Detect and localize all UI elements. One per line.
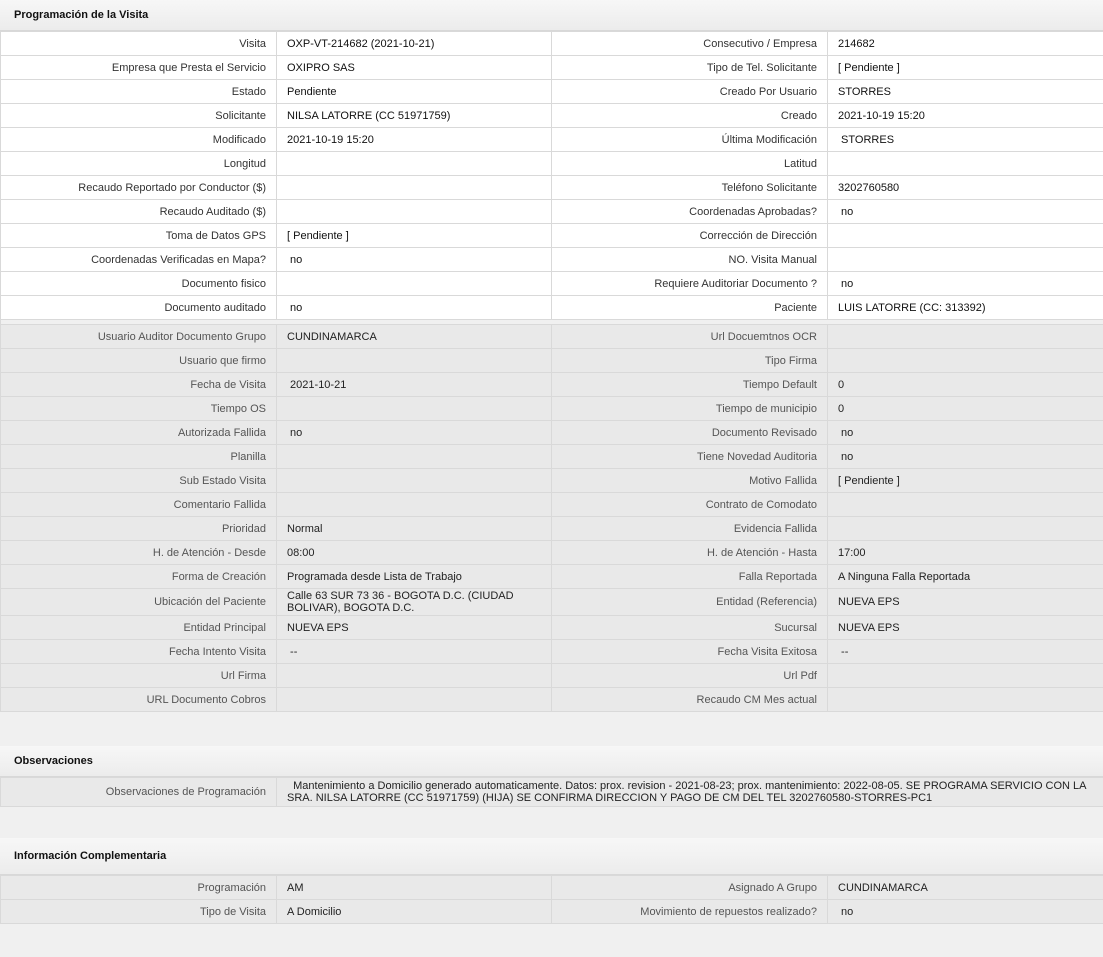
field-value: no bbox=[828, 272, 1103, 296]
field-value: NUEVA EPS bbox=[277, 616, 552, 640]
field-row bbox=[1, 152, 1103, 176]
field-row bbox=[1, 589, 1103, 616]
section-header-observaciones: Observaciones bbox=[0, 746, 1103, 777]
observaciones-label: Observaciones de Programación bbox=[1, 778, 277, 807]
field-value: [ Pendiente ] bbox=[277, 224, 552, 248]
field-row bbox=[1, 517, 1103, 541]
field-value bbox=[828, 325, 1103, 349]
field-label: Recaudo Reportado por Conductor ($) bbox=[1, 176, 277, 200]
field-label: Visita bbox=[1, 32, 277, 56]
field-value bbox=[828, 349, 1103, 373]
field-row bbox=[1, 272, 1103, 296]
field-value: [ Pendiente ] bbox=[828, 56, 1103, 80]
field-value bbox=[277, 397, 552, 421]
field-label: Usuario Auditor Documento Grupo bbox=[1, 325, 277, 349]
field-value: 2021-10-19 15:20 bbox=[277, 128, 552, 152]
field-label: H. de Atención - Desde bbox=[1, 541, 277, 565]
field-value: 2021-10-21 bbox=[277, 373, 552, 397]
field-value: 2021-10-19 15:20 bbox=[828, 104, 1103, 128]
field-row bbox=[1, 445, 1103, 469]
field-label: Tiempo OS bbox=[1, 397, 277, 421]
field-label: Creado Por Usuario bbox=[552, 80, 828, 104]
field-value bbox=[277, 493, 552, 517]
field-label: Longitud bbox=[1, 152, 277, 176]
field-row bbox=[1, 397, 1103, 421]
field-label: Recaudo Auditado ($) bbox=[1, 200, 277, 224]
complementaria-table bbox=[0, 875, 1103, 924]
field-value: no bbox=[828, 200, 1103, 224]
field-row bbox=[1, 688, 1103, 712]
field-value: OXP-VT-214682 (2021-10-21) bbox=[277, 32, 552, 56]
field-label: Tiempo Default bbox=[552, 373, 828, 397]
field-label: Falla Reportada bbox=[552, 565, 828, 589]
field-row bbox=[1, 128, 1103, 152]
field-label: Fecha Intento Visita bbox=[1, 640, 277, 664]
field-value: no bbox=[277, 296, 552, 320]
field-label: Documento Revisado bbox=[552, 421, 828, 445]
field-value: -- bbox=[828, 640, 1103, 664]
field-label: Tipo Firma bbox=[552, 349, 828, 373]
field-label: Teléfono Solicitante bbox=[552, 176, 828, 200]
field-value: Normal bbox=[277, 517, 552, 541]
section-spacer bbox=[0, 712, 1103, 746]
field-value: 0 bbox=[828, 373, 1103, 397]
field-value bbox=[828, 664, 1103, 688]
field-label: Asignado A Grupo bbox=[552, 876, 828, 900]
field-value: STORRES bbox=[828, 128, 1103, 152]
field-value bbox=[828, 248, 1103, 272]
field-value: no bbox=[277, 421, 552, 445]
field-label: Tipo de Visita bbox=[1, 900, 277, 924]
field-label: Forma de Creación bbox=[1, 565, 277, 589]
field-value bbox=[277, 349, 552, 373]
field-label: Prioridad bbox=[1, 517, 277, 541]
field-value bbox=[277, 688, 552, 712]
field-label: Tiempo de municipio bbox=[552, 397, 828, 421]
observaciones-row bbox=[1, 778, 1103, 807]
field-value: A Domicilio bbox=[277, 900, 552, 924]
field-row bbox=[1, 200, 1103, 224]
field-label: Paciente bbox=[552, 296, 828, 320]
observaciones-value: Mantenimiento a Domicilio generado automaticamente. Datos: prox. revision - 2021-08-23; prox. mantenimiento: 2022-08-05. SE PROGRAMA SERVICIO CON LA SRA. NILSA LATORRE (CC 51971759) (HIJA) SE CONFIRMA DIRECCION Y PAGO DE CM DEL TEL 3202760580-STORRES-PC1 bbox=[277, 778, 1103, 807]
field-label: Estado bbox=[1, 80, 277, 104]
field-row bbox=[1, 248, 1103, 272]
field-label: Corrección de Dirección bbox=[552, 224, 828, 248]
field-value bbox=[277, 200, 552, 224]
field-row bbox=[1, 900, 1103, 924]
field-value: no bbox=[277, 248, 552, 272]
field-row bbox=[1, 640, 1103, 664]
field-row bbox=[1, 469, 1103, 493]
field-value: Calle 63 SUR 73 36 - BOGOTA D.C. (CIUDAD BOLIVAR), BOGOTA D.C. bbox=[277, 589, 552, 616]
field-label: Contrato de Comodato bbox=[552, 493, 828, 517]
field-label: Latitud bbox=[552, 152, 828, 176]
field-label: Entidad Principal bbox=[1, 616, 277, 640]
field-value bbox=[828, 688, 1103, 712]
field-label: Autorizada Fallida bbox=[1, 421, 277, 445]
field-row bbox=[1, 56, 1103, 80]
field-value: 214682 bbox=[828, 32, 1103, 56]
field-row bbox=[1, 349, 1103, 373]
field-value bbox=[828, 493, 1103, 517]
field-value bbox=[277, 152, 552, 176]
field-value bbox=[277, 176, 552, 200]
field-label: Última Modificación bbox=[552, 128, 828, 152]
field-label: Consecutivo / Empresa bbox=[552, 32, 828, 56]
field-value: -- bbox=[277, 640, 552, 664]
field-value: AM bbox=[277, 876, 552, 900]
field-label: Comentario Fallida bbox=[1, 493, 277, 517]
field-row bbox=[1, 493, 1103, 517]
field-row bbox=[1, 80, 1103, 104]
field-label: Tiene Novedad Auditoria bbox=[552, 445, 828, 469]
field-value bbox=[828, 152, 1103, 176]
field-label: Sucursal bbox=[552, 616, 828, 640]
field-value bbox=[828, 517, 1103, 541]
field-row bbox=[1, 32, 1103, 56]
field-label: Requiere Auditoriar Documento ? bbox=[552, 272, 828, 296]
field-value: Pendiente bbox=[277, 80, 552, 104]
field-label: Documento fisico bbox=[1, 272, 277, 296]
field-value bbox=[277, 664, 552, 688]
field-value: no bbox=[828, 445, 1103, 469]
field-value: NILSA LATORRE (CC 51971759) bbox=[277, 104, 552, 128]
programacion-table bbox=[0, 31, 1103, 712]
field-row bbox=[1, 876, 1103, 900]
field-label: NO. Visita Manual bbox=[552, 248, 828, 272]
field-label: Documento auditado bbox=[1, 296, 277, 320]
field-value: 17:00 bbox=[828, 541, 1103, 565]
field-label: Fecha de Visita bbox=[1, 373, 277, 397]
field-label: Url Pdf bbox=[552, 664, 828, 688]
field-row bbox=[1, 541, 1103, 565]
field-label: Tipo de Tel. Solicitante bbox=[552, 56, 828, 80]
section-header-complementaria: Información Complementaria bbox=[0, 838, 1103, 875]
field-row bbox=[1, 224, 1103, 248]
field-label: Programación bbox=[1, 876, 277, 900]
field-value: CUNDINAMARCA bbox=[277, 325, 552, 349]
field-value: no bbox=[828, 900, 1103, 924]
field-row bbox=[1, 565, 1103, 589]
field-label: Solicitante bbox=[1, 104, 277, 128]
section-spacer bbox=[0, 807, 1103, 838]
field-label: Url Firma bbox=[1, 664, 277, 688]
field-row bbox=[1, 104, 1103, 128]
field-label: Recaudo CM Mes actual bbox=[552, 688, 828, 712]
field-row bbox=[1, 296, 1103, 320]
field-label: H. de Atención - Hasta bbox=[552, 541, 828, 565]
field-label: Motivo Fallida bbox=[552, 469, 828, 493]
field-row bbox=[1, 616, 1103, 640]
field-value: CUNDINAMARCA bbox=[828, 876, 1103, 900]
field-value: A Ninguna Falla Reportada bbox=[828, 565, 1103, 589]
field-value: OXIPRO SAS bbox=[277, 56, 552, 80]
field-label: Entidad (Referencia) bbox=[552, 589, 828, 616]
field-label: Toma de Datos GPS bbox=[1, 224, 277, 248]
field-value: no bbox=[828, 421, 1103, 445]
field-row bbox=[1, 325, 1103, 349]
field-label: Fecha Visita Exitosa bbox=[552, 640, 828, 664]
field-label: Empresa que Presta el Servicio bbox=[1, 56, 277, 80]
field-row bbox=[1, 664, 1103, 688]
field-label: Sub Estado Visita bbox=[1, 469, 277, 493]
field-row bbox=[1, 176, 1103, 200]
field-value: 08:00 bbox=[277, 541, 552, 565]
field-label: Coordenadas Verificadas en Mapa? bbox=[1, 248, 277, 272]
field-label: Evidencia Fallida bbox=[552, 517, 828, 541]
field-value: 0 bbox=[828, 397, 1103, 421]
observaciones-table bbox=[0, 777, 1103, 807]
field-value: Programada desde Lista de Trabajo bbox=[277, 565, 552, 589]
field-value: [ Pendiente ] bbox=[828, 469, 1103, 493]
field-value: 3202760580 bbox=[828, 176, 1103, 200]
field-value bbox=[277, 469, 552, 493]
field-row bbox=[1, 373, 1103, 397]
field-value: LUIS LATORRE (CC: 313392) bbox=[828, 296, 1103, 320]
field-value: NUEVA EPS bbox=[828, 616, 1103, 640]
field-label: Coordenadas Aprobadas? bbox=[552, 200, 828, 224]
field-row bbox=[1, 421, 1103, 445]
field-value bbox=[277, 445, 552, 469]
field-value: STORRES bbox=[828, 80, 1103, 104]
field-label: Modificado bbox=[1, 128, 277, 152]
field-label: URL Documento Cobros bbox=[1, 688, 277, 712]
field-label: Ubicación del Paciente bbox=[1, 589, 277, 616]
field-label: Url Docuemtnos OCR bbox=[552, 325, 828, 349]
field-label: Movimiento de repuestos realizado? bbox=[552, 900, 828, 924]
field-label: Planilla bbox=[1, 445, 277, 469]
field-label: Creado bbox=[552, 104, 828, 128]
section-header-programacion: Programación de la Visita bbox=[0, 0, 1103, 31]
field-value: NUEVA EPS bbox=[828, 589, 1103, 616]
field-value bbox=[828, 224, 1103, 248]
field-value bbox=[277, 272, 552, 296]
field-label: Usuario que firmo bbox=[1, 349, 277, 373]
